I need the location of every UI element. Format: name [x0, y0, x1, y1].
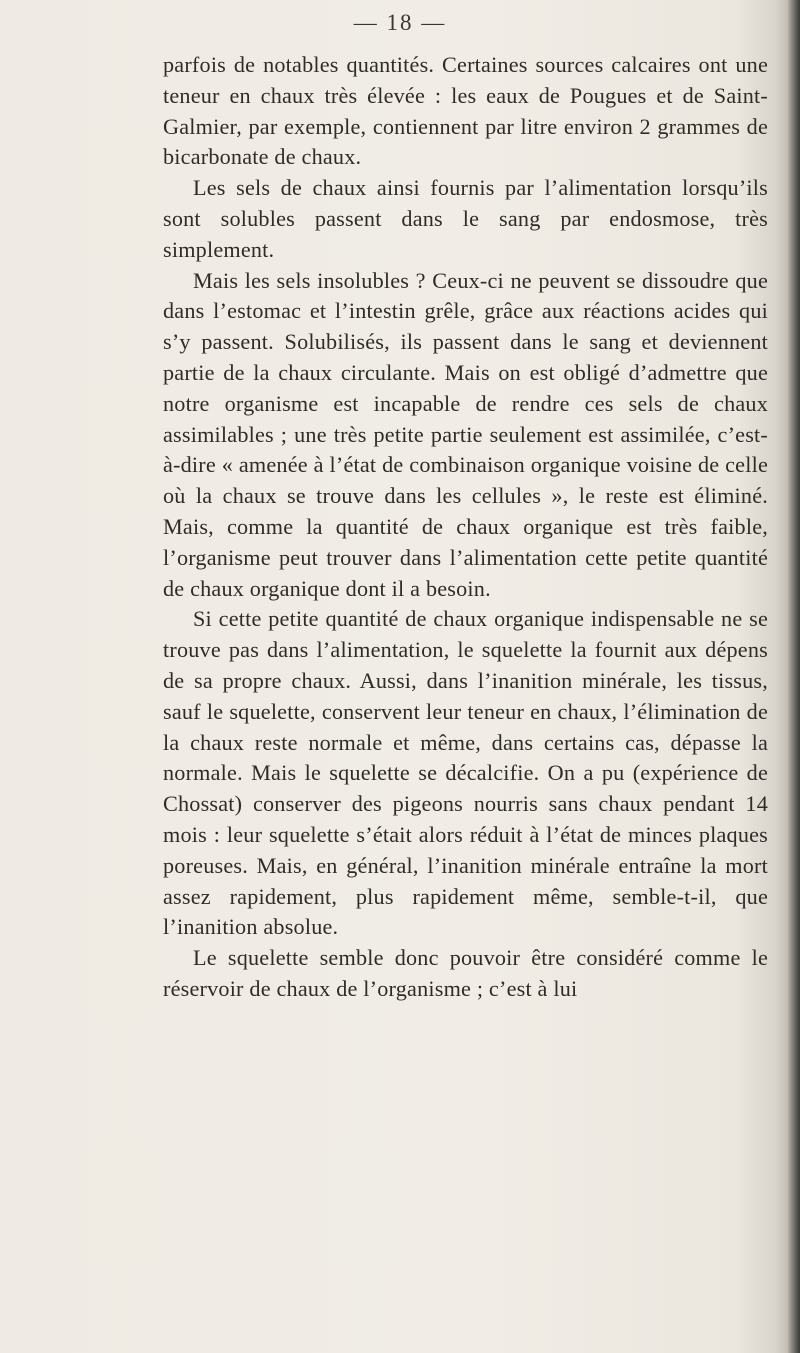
- paragraph: Les sels de chaux ainsi fournis par l’alimentation lorsqu’ils sont solubles passent dans le sang par endosmose, très simplement.: [163, 175, 768, 262]
- paragraph: Si cette petite quantité de chaux organique indispensable ne se trouve pas dans l’alimentation, le squelette la fournit aux dépens de sa propre chaux. Aussi, dans l’inanition minérale, les tissus, sauf le squelette, conservent leur teneur en chaux, l’élimination de la chaux reste normale et même, dans certains cas, dépasse la normale. Mais le squelette se décalcifie. On a pu (expérience de Chossat) conserver des pigeons nourris sans chaux pendant 14 mois : leur squelette s’était alors réduit à l’état de minces plaques poreuses. Mais, en général, l’inanition minérale entraîne la mort assez rapidement, plus rapidement même, semble-t-il, que l’inanition absolue.: [163, 606, 768, 940]
- paragraph: Mais les sels insolubles ? Ceux-ci ne peuvent se dissoudre que dans l’estomac et l’intestin grêle, grâce aux réactions acides qui s’y passent. Solubilisés, ils passent dans le sang et deviennent partie de la chaux circulante. Mais on est obligé d’admettre que notre organisme est incapable de rendre ces sels de chaux assimilables ; une très petite partie seulement est assimilée, c’est-à-dire « amenée à l’état de combinaison organique voisine de celle où la chaux se trouve dans les cellules », le reste est éliminé. Mais, comme la quantité de chaux organique est très faible, l’organisme peut trouver dans l’alimentation cette petite quantité de chaux organique dont il a besoin.: [163, 267, 768, 601]
- page-number: — 18 —: [353, 10, 447, 35]
- paragraph: parfois de notables quantités. Certaines sources calcaires ont une teneur en chaux très élevée : les eaux de Pougues et de Saint-Galmier, par exemple, contiennent par litre environ 2 grammes de bicarbonate de chaux.: [163, 52, 768, 170]
- paragraph: Le squelette semble donc pouvoir être considéré comme le réservoir de chaux de l’organisme ; c’est à lui: [163, 945, 768, 1001]
- page-edge-shadow: [788, 0, 800, 1353]
- body-text: [163, 50, 768, 1005]
